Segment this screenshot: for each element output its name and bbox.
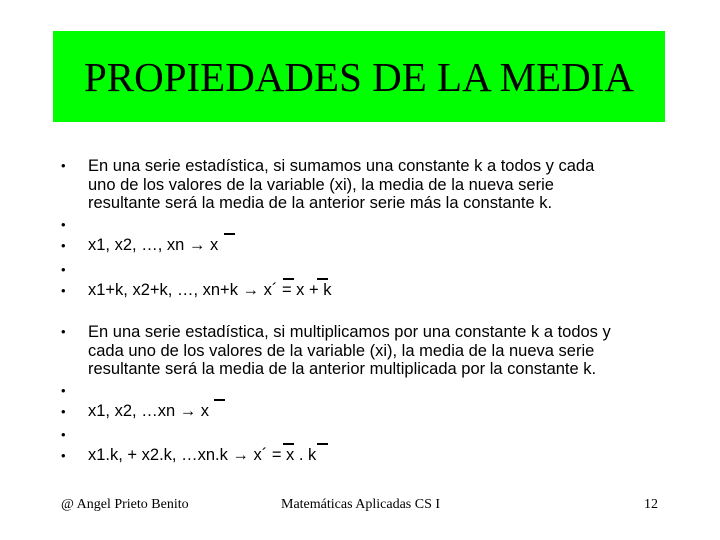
mean-overline [283, 443, 294, 445]
block1-text-line-3: resultante será la media de la anterior serie más la constante k. [88, 194, 553, 212]
block1-formula-2: x1+k, x2+k, …, xn+k → x´ = x + k [88, 281, 332, 299]
bullet: • [61, 262, 66, 277]
bullet: • [61, 283, 66, 298]
bullet: • [61, 383, 66, 398]
mean-overline [317, 278, 328, 280]
block2-text-line-3: resultante será la media de la anterior multiplicada por la constante k. [88, 360, 597, 378]
bullet: • [61, 404, 66, 419]
slide-title: PROPIEDADES DE LA MEDIA [83, 54, 635, 100]
bullet: • [61, 324, 66, 339]
footer-course: Matemáticas Aplicadas CS I [281, 497, 441, 512]
bullet: • [61, 217, 66, 232]
block2-text-line-1: En una serie estadística, si multiplicamos por una constante k a todos y [88, 323, 611, 341]
title-banner [53, 31, 665, 122]
block1-text-line-1: En una serie estadística, si sumamos una constante k a todos y cada [88, 157, 595, 175]
block1-formula-1: x1, x2, …, xn → x [88, 236, 219, 254]
footer-author: @ Angel Prieto Benito [61, 497, 189, 512]
block2-formula-2: x1.k, + x2.k, …xn.k → x´ = x . k [88, 446, 317, 464]
block2-text-line-2: cada uno de los valores de la variable (xi), la media de la nueva serie [88, 342, 595, 360]
bullet: • [61, 238, 66, 253]
bullet: • [61, 158, 66, 173]
bullet: • [61, 427, 66, 442]
mean-overline [283, 278, 294, 280]
bullet: • [61, 448, 66, 463]
page-number: 12 [644, 497, 658, 512]
mean-overline [317, 443, 328, 445]
block2-formula-1: x1, x2, …xn → x [88, 402, 210, 420]
mean-overline [224, 233, 235, 235]
mean-overline [214, 399, 225, 401]
block1-text-line-2: uno de los valores de la variable (xi), la media de la nueva serie [88, 176, 554, 194]
